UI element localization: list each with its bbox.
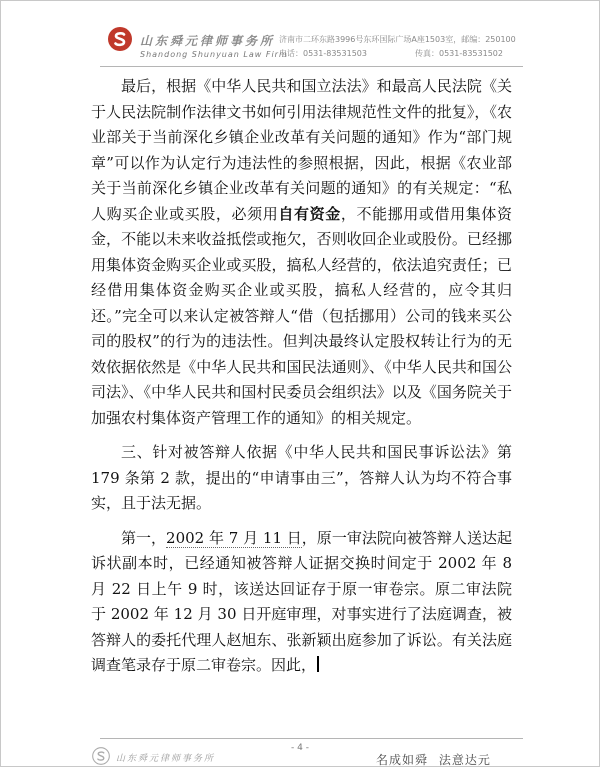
page-footer — [0, 735, 600, 767]
p3-date-underlined: 2002 年 7 月 11 日 — [166, 528, 302, 547]
fax-text: 传真：0531-83531502 — [415, 49, 503, 58]
p1-text-a: 最后，根据《中华人民共和国立法法》和最高人民法院《关于人民法院制作法律文书如何引用法律规范性文件的批复》，《农业部关于当前深化乡镇企业改革有关问题的通知》作为“部门规章”可以作为认定行为违法性的参照根据，因此，根据《农业部关于当前深化乡镇企业改革有关问题的通知》的有关规定：“私人购买企业或买股，必须用 — [91, 77, 512, 223]
header-divider — [100, 66, 523, 67]
footer-motto: 名成如舜 法意达元 — [376, 753, 491, 767]
firm-name-en: Shandong Shunyuan Law Firm — [140, 50, 288, 59]
phone-text: 电话：0531-83531503 — [279, 49, 367, 58]
document-body — [91, 74, 512, 688]
p3-text-b: ，原一审法院向被答辩人送达起诉状副本时，已经通知被答辩人证据交换时间定于 2002 年 8 月 22 日上午 9 时，该送达回证存于原一审卷宗。原二审法院于 2002 年 12 月 30 日开庭审理，对事实进行了法庭调查，被答辩人的委托代理人赵旭东、张新颖出庭参加了诉讼。有关法庭调查笔录存于原二审卷宗。因此， — [91, 528, 512, 674]
p1-text-b: ，不能挪用或借用集体资金，不能以未来收益抵偿或拖欠，否则收回企业或股份。已经挪用集体资金购买企业或买股，搞私人经营的，依法追究责任；已经借用集体资金购买企业或买股，搞私人经营的，应令其归还。”完全可以来认定被答辩人“借（包括挪用）公司的钱来买公司的股权”的行为的违法性。但判决最终认定股权转让行为的无效依据依然是《中华人民共和国民法通则》、《中华人民共和国公司法》、《中华人民共和国村民委员会组织法》以及《国务院关于加强农村集体资产管理工作的通知》的相关规定。 — [91, 204, 512, 427]
footer-divider — [100, 738, 523, 739]
paragraph-2: 三、针对被答辩人依据《中华人民共和国民事诉讼法》第 179 条第 2 款，提出的“申请事由三”，答辩人认为均不符合事实，且于法无据。 — [91, 443, 512, 512]
p3-text-a: 第一， — [121, 528, 167, 547]
paragraph-1 — [91, 74, 512, 431]
text-cursor — [317, 656, 319, 672]
page-number: - 4 - — [291, 743, 309, 753]
p1-bold-text: 自有资金 — [278, 204, 341, 223]
footer-logo-icon — [92, 747, 110, 765]
letterhead — [0, 0, 600, 72]
firm-name-cn: 山东舜元律师事务所 — [140, 34, 276, 48]
address-text: 济南市二环东路3996号东环国际广场A座1503室，邮编：250100 — [279, 35, 516, 44]
footer-firm-name: 山东舜元律师事务所 — [116, 754, 216, 764]
paragraph-3 — [91, 526, 512, 679]
s-logo-icon — [107, 26, 133, 52]
contact-block — [279, 33, 516, 61]
